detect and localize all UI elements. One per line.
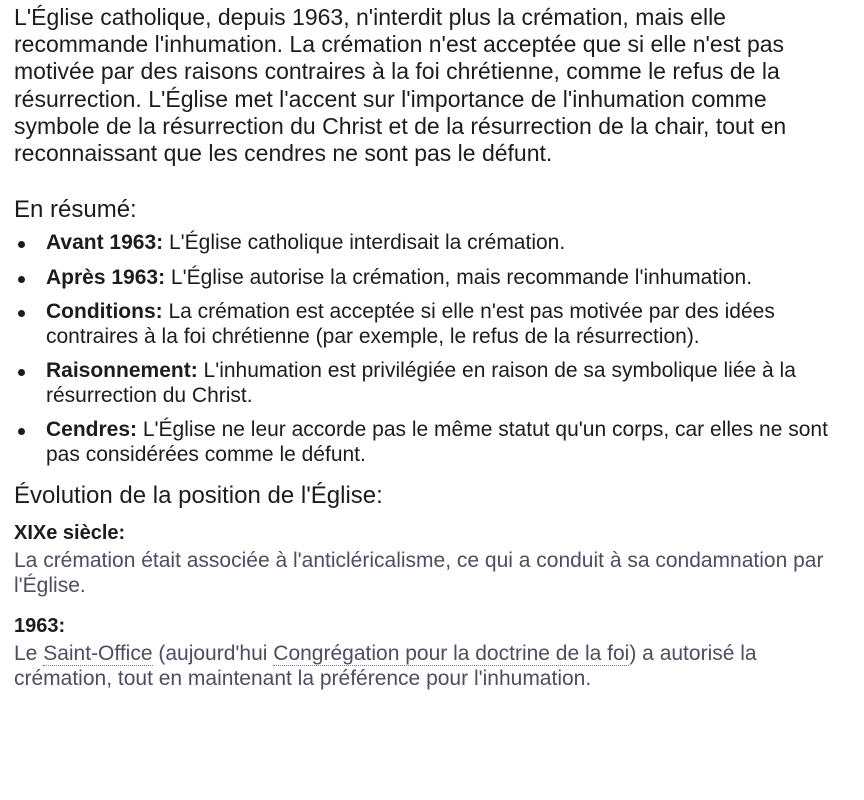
era-xix-text: La crémation était associée à l'anticléricalisme, ce qui a conduit à sa condamnation par l'Église.: [14, 549, 824, 597]
list-item: [14, 418, 850, 467]
era-1963-text-middle: (aujourd'hui: [152, 642, 274, 666]
list-item-text: L'Église autorise la crémation, mais recommande l'inhumation.: [165, 265, 753, 289]
era-1963-text: [14, 642, 850, 691]
list-item: [14, 300, 850, 349]
list-item-text: La crémation est acceptée si elle n'est pas motivée par des idées contraires à la foi chrétienne (par exemple, le refus de la résurrection).: [46, 300, 775, 348]
list-item-text: L'inhumation est privilégiée en raison de sa symbolique liée à la résurrection du Christ.: [46, 359, 796, 407]
list-item-term: Après 1963:: [46, 265, 166, 289]
list-item: [14, 266, 850, 291]
list-item-term: Raisonnement:: [46, 359, 198, 383]
era-1963-text-after: ) a autorisé la crémation, tout en maintenant la préférence pour l'inhumation.: [14, 642, 757, 690]
list-item-term: Cendres:: [46, 418, 138, 442]
summary-list: [14, 231, 850, 467]
list-item: [14, 359, 850, 408]
era-1963-section: [14, 614, 850, 691]
summary-heading: En résumé:: [14, 196, 137, 224]
congregation-doctrine-foi-link[interactable]: Congrégation pour la doctrine de la foi: [273, 642, 630, 666]
list-item-text: L'Église catholique interdisait la crémation.: [163, 231, 566, 255]
list-item-text: L'Église ne leur accorde pas le même statut qu'un corps, car elles ne sont pas considérées comme le défunt.: [46, 418, 828, 466]
intro-paragraph: L'Église catholique, depuis 1963, n'interdit plus la crémation, mais elle recommande l'inhumation. La crémation n'est acceptée que si elle n'est pas motivée par des raisons contraires à la foi chrétienne, comme le refus de la résurrection. L'Église met l'accent sur l'importance de l'inhumation comme symbole de la résurrection du Christ et de la résurrection de la chair, tout en reconnaissant que les cendres ne sont pas le défunt.: [14, 4, 787, 167]
era-1963-text-before: Le: [14, 642, 44, 666]
evolution-heading: Évolution de la position de l'Église:: [14, 482, 383, 510]
era-xix-section: [14, 521, 850, 598]
era-1963-title: 1963:: [14, 615, 66, 638]
list-item-term: Conditions:: [46, 300, 163, 324]
era-xix-title: XIXe siècle:: [14, 522, 126, 545]
list-item-term: Avant 1963:: [46, 231, 164, 255]
saint-office-link[interactable]: Saint-Office: [43, 642, 153, 666]
list-item: [14, 231, 850, 256]
